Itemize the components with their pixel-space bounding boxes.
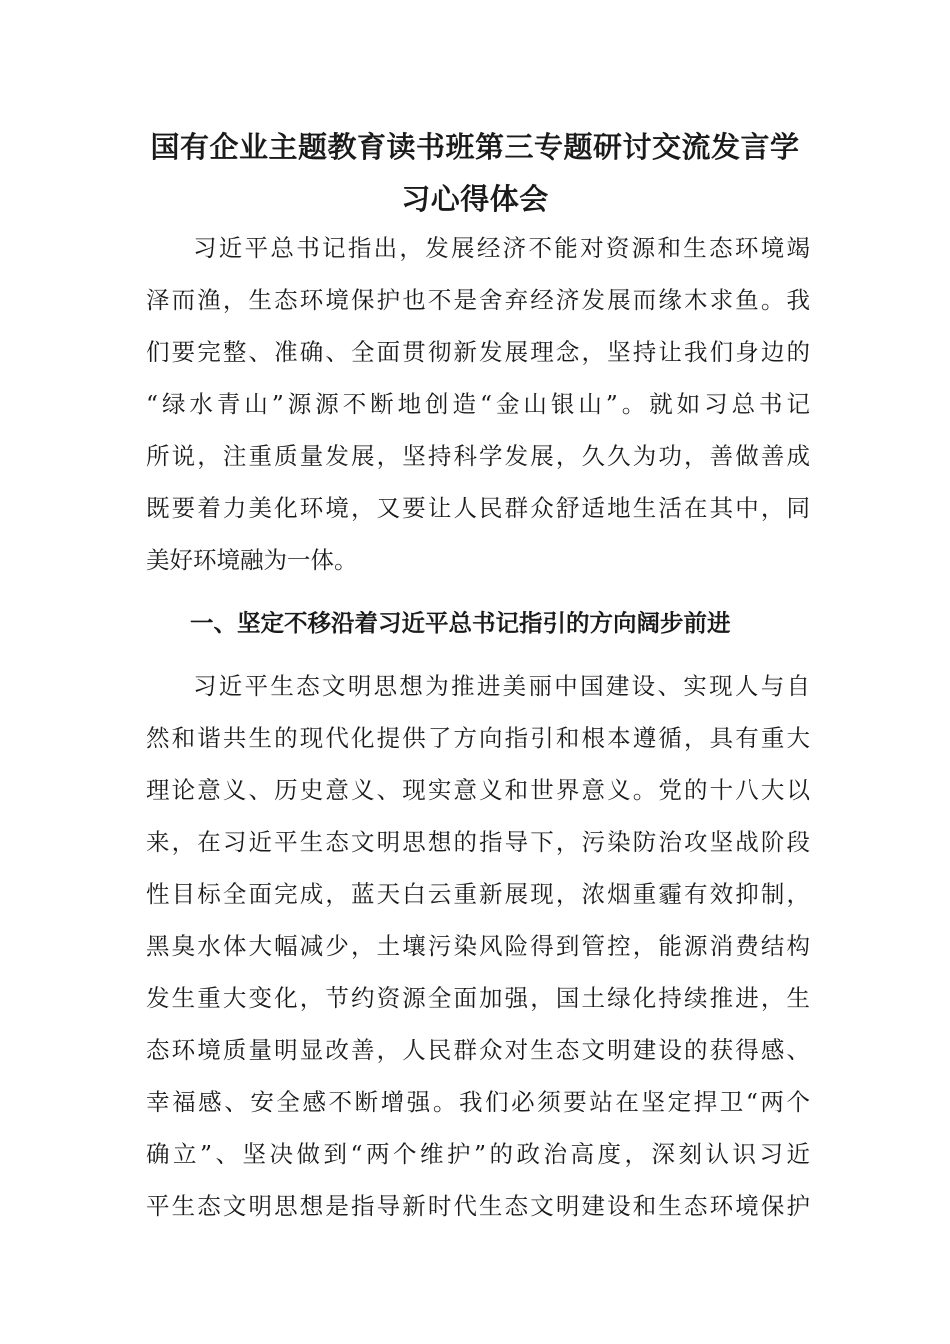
paragraph-line: 态环境质量明显改善，人民群众对生态文明建设的获得感、 bbox=[146, 1036, 810, 1064]
paragraph-line: 然和谐共生的现代化提供了方向指引和根本遵循，具有重大 bbox=[146, 724, 810, 752]
document-title-line-1: 国有企业主题教育读书班第三专题研讨交流发言学 bbox=[150, 130, 800, 164]
paragraph-line: 理论意义、历史意义、现实意义和世界意义。党的十八大以 bbox=[146, 776, 810, 804]
paragraph-line: 美好环境融为一体。 bbox=[146, 546, 358, 574]
document-title-line-2: 习心得体会 bbox=[401, 182, 549, 216]
paragraph-line: 们要完整、准确、全面贯彻新发展理念，坚持让我们身边的 bbox=[146, 338, 810, 366]
body-paragraph bbox=[146, 660, 810, 1232]
paragraph-line: 来，在习近平生态文明思想的指导下，污染防治攻坚战阶段 bbox=[146, 828, 810, 856]
paragraph-line: 习近平生态文明思想为推进美丽中国建设、实现人与自 bbox=[193, 672, 810, 700]
paragraph-line: 既要着力美化环境，又要让人民群众舒适地生活在其中，同 bbox=[146, 494, 810, 522]
paragraph-line: 平生态文明思想是指导新时代生态文明建设和生态环境保护 bbox=[146, 1192, 810, 1220]
paragraph-line: 幸福感、安全感不断增强。我们必须要站在坚定捍卫“两个 bbox=[146, 1088, 810, 1116]
intro-paragraph bbox=[146, 222, 810, 586]
paragraph-line: 所说，注重质量发展，坚持科学发展，久久为功，善做善成 bbox=[146, 442, 810, 470]
section-heading: 一、坚定不移沿着习近平总书记指引的方向阔步前进 bbox=[190, 609, 731, 637]
paragraph-line: 泽而渔，生态环境保护也不是舍弃经济发展而缘木求鱼。我 bbox=[146, 286, 810, 314]
paragraph-line: “绿水青山”源源不断地创造“金山银山”。就如习总书记 bbox=[146, 390, 810, 418]
paragraph-line: 发生重大变化，节约资源全面加强，国土绿化持续推进，生 bbox=[146, 984, 810, 1012]
paragraph-line: 性目标全面完成，蓝天白云重新展现，浓烟重霾有效抑制， bbox=[146, 880, 810, 908]
paragraph-line: 确立”、坚决做到“两个维护”的政治高度，深刻认识习近 bbox=[146, 1140, 810, 1168]
paragraph-line: 黑臭水体大幅减少，土壤污染风险得到管控，能源消费结构 bbox=[146, 932, 810, 960]
paragraph-line: 习近平总书记指出，发展经济不能对资源和生态环境竭 bbox=[193, 234, 810, 262]
